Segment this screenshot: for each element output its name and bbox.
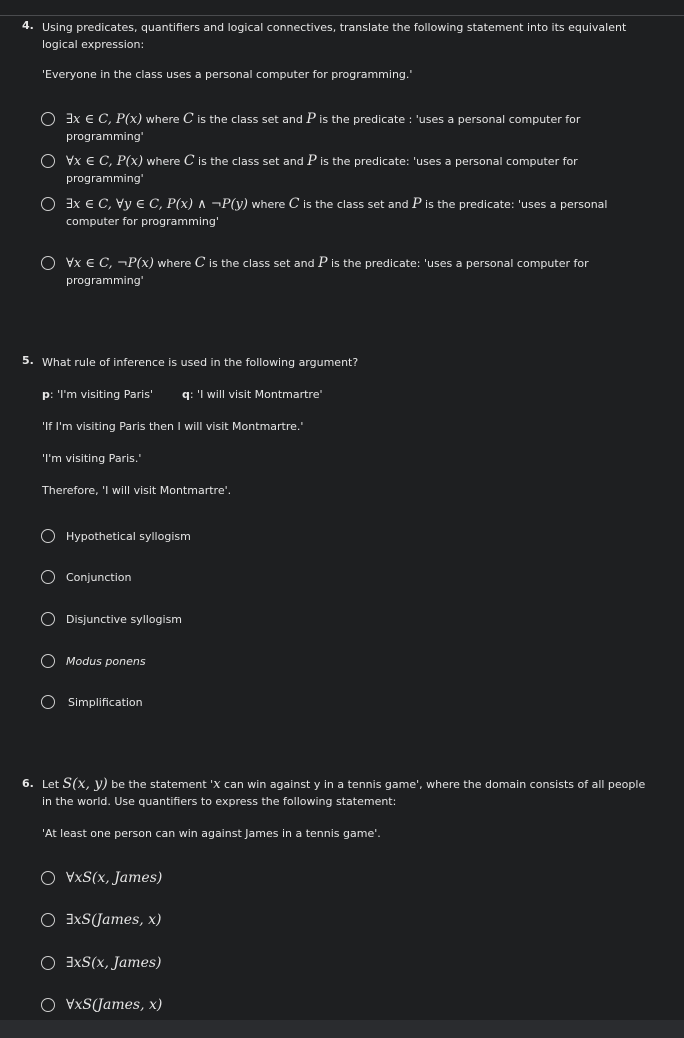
radio-button[interactable] [41,197,55,211]
option-label: Modus ponens [66,655,146,668]
q6-option-1[interactable] [41,870,651,887]
q5-option-2[interactable] [41,569,651,586]
radio-button[interactable] [41,570,55,584]
radio-button[interactable] [41,956,55,970]
question-number: 4. [22,19,34,32]
option-label: ∃xS(James, x) [66,912,162,928]
radio-button[interactable] [41,112,55,126]
q5-option-4[interactable] [41,653,651,670]
q4-option-4[interactable] [41,255,651,289]
q-label: q [181,388,190,401]
option-label: ∀x ∈ C, P(x) where C is the class set and P is the predicate: 'uses a personal computer for programming' [66,153,578,185]
premise-definitions [42,386,652,403]
argument-conclusion: Therefore, 'I will visit Montmartre'. [42,484,232,497]
q4-option-3[interactable] [41,196,651,230]
radio-button[interactable] [41,998,55,1012]
radio-button[interactable] [41,154,55,168]
q6-option-3[interactable] [41,955,651,972]
question-number: 6. [22,777,34,790]
radio-button[interactable] [41,256,55,270]
radio-button[interactable] [41,612,55,626]
p-text: : 'I'm visiting Paris' [49,388,153,401]
question-prompt: What rule of inference is used in the following argument? [42,356,359,369]
radio-button[interactable] [41,871,55,885]
bottom-bar [0,1020,684,1038]
option-label: ∃x ∈ C, P(x) where C is the class set and P is the predicate : 'uses a personal computer for programming' [66,111,581,143]
question-prompt: Using predicates, quantifiers and logical connectives, translate the following statement into its equivalent logical expression: [42,21,627,51]
q6-option-4[interactable] [41,997,651,1014]
question-statement: 'At least one person can win against James in a tennis game'. [42,827,381,840]
q4-option-1[interactable] [41,111,651,145]
argument-line-1: 'If I'm visiting Paris then I will visit Montmartre.' [42,420,304,433]
option-label: Conjunction [66,571,132,584]
q5-option-5[interactable] [41,694,651,711]
option-label: ∀x ∈ C, ¬P(x) where C is the class set and P is the predicate: 'uses a personal computer for programming' [66,255,589,287]
option-label: ∀xS(x, James) [66,870,163,886]
question-prompt: Let S(x, y) be the statement 'x can win against y in a tennis game', where the domain consists of all people in the world. Use quantifiers to express the following statement: [42,776,646,808]
option-label: Hypothetical syllogism [66,530,191,543]
q-text: : 'I will visit Montmartre' [189,388,323,401]
q5-option-1[interactable] [41,528,651,545]
q5-option-3[interactable] [41,611,651,628]
q6-option-2[interactable] [41,912,651,929]
radio-button[interactable] [41,695,55,709]
option-label: ∃x ∈ C, ∀y ∈ C, P(x) ∧ ¬P(y) where C is the class set and P is the predicate: 'uses a personal computer for programming' [66,196,608,228]
argument-line-2: 'I'm visiting Paris.' [42,452,142,465]
radio-button[interactable] [41,529,55,543]
option-label: ∀xS(James, x) [66,997,163,1013]
question-statement: 'Everyone in the class uses a personal computer for programming.' [42,68,413,81]
question-number: 5. [22,354,34,367]
top-divider [0,15,684,16]
radio-button[interactable] [41,654,55,668]
radio-button[interactable] [41,913,55,927]
option-label: Disjunctive syllogism [66,613,183,626]
option-label: ∃xS(x, James) [66,955,162,971]
p-label: p [42,388,50,401]
q4-option-2[interactable] [41,153,651,187]
option-label: Simplification [68,696,143,709]
